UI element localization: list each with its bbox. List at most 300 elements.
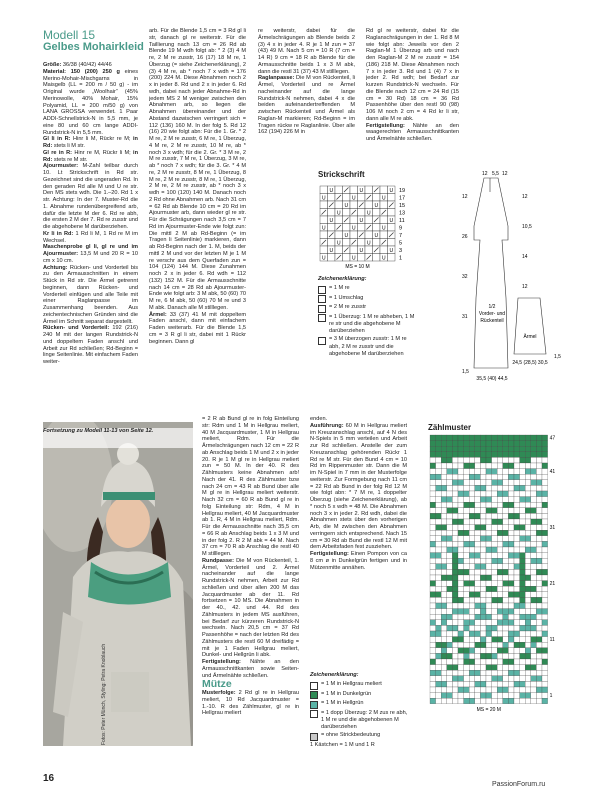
row-number: 1	[399, 255, 403, 262]
pattern-cell	[447, 609, 453, 615]
paragraph: Rücken- und Vorderteil: 192 (216) 240 M mit der langen Rundstrick-N und doppeltem Faden anschl und Arbeit zur Rd schließen; Rd-Beginn = linge Seitenlinie. Mit einfachem Faden weiter-	[43, 325, 138, 365]
pattern-cell	[486, 620, 492, 626]
pattern-cell	[514, 441, 520, 447]
pattern-cell	[464, 653, 470, 659]
pattern-cell	[430, 485, 436, 491]
pattern-cell	[447, 625, 453, 631]
pattern-cell	[458, 530, 464, 536]
pattern-cell	[497, 508, 503, 514]
pattern-cell	[441, 446, 447, 452]
pattern-cell	[497, 609, 503, 615]
chart-cell	[328, 209, 336, 217]
model-title: Gelbes Mohairkleid	[43, 41, 144, 53]
pattern-cell	[514, 603, 520, 609]
pattern-cell	[436, 676, 442, 682]
pattern-cell	[486, 508, 492, 514]
pattern-cell	[542, 653, 548, 659]
pattern-cell	[458, 508, 464, 514]
pattern-cell	[486, 631, 492, 637]
pattern-cell	[497, 446, 503, 452]
pattern-cell	[436, 609, 442, 615]
pattern-cell	[508, 508, 514, 514]
pattern-cell	[492, 597, 498, 603]
pattern-cell	[452, 698, 458, 704]
pattern-cell	[486, 687, 492, 693]
pattern-cell	[497, 597, 503, 603]
pattern-cell	[503, 541, 509, 547]
pattern-cell	[464, 603, 470, 609]
pattern-cell	[525, 502, 531, 508]
pattern-cell	[542, 665, 548, 671]
pattern-cell	[430, 569, 436, 575]
pattern-cell	[492, 620, 498, 626]
pattern-cell	[452, 625, 458, 631]
pattern-cell	[447, 497, 453, 503]
pattern-cell	[458, 597, 464, 603]
pattern-cell	[441, 469, 447, 475]
pattern-cell	[486, 530, 492, 536]
pattern-cell	[531, 575, 537, 581]
pattern-cell	[531, 457, 537, 463]
pattern-cell	[503, 592, 509, 598]
pattern-cell	[452, 637, 458, 643]
pattern-cell	[447, 586, 453, 592]
pattern-cell	[520, 525, 526, 531]
pattern-cell	[480, 693, 486, 699]
piece-label: 1/2	[488, 304, 496, 310]
pattern-cell	[492, 637, 498, 643]
pattern-cell	[475, 564, 481, 570]
pattern-cell	[503, 698, 509, 704]
chart-cell	[373, 254, 381, 262]
pattern-cell	[531, 637, 537, 643]
chart-cell	[343, 194, 351, 202]
pattern-cell	[531, 536, 537, 542]
pattern-cell	[464, 474, 470, 480]
pattern-cell	[497, 586, 503, 592]
pattern-cell	[480, 553, 486, 559]
pattern-cell	[436, 625, 442, 631]
pattern-cell	[503, 564, 509, 570]
pattern-cell	[441, 642, 447, 648]
legend-item: = 1 M in Dunkelgrün	[310, 691, 410, 700]
pattern-cell	[436, 491, 442, 497]
pattern-cell	[514, 642, 520, 648]
mutze-title: Mütze	[202, 678, 232, 691]
pattern-cell	[525, 681, 531, 687]
chart-cell	[380, 186, 388, 194]
pattern-cell	[480, 547, 486, 553]
instructions-col2b	[202, 416, 299, 746]
pattern-cell	[430, 592, 436, 598]
pattern-cell	[492, 541, 498, 547]
pattern-cell	[514, 687, 520, 693]
pattern-cell	[469, 614, 475, 620]
pattern-cell	[508, 553, 514, 559]
pattern-cell	[486, 536, 492, 542]
pattern-cell	[503, 603, 509, 609]
pattern-cell	[520, 597, 526, 603]
pattern-cell	[447, 536, 453, 542]
pattern-cell	[458, 575, 464, 581]
pattern-cell	[492, 536, 498, 542]
pattern-cell	[464, 547, 470, 553]
yarnover-mark: U	[329, 218, 334, 224]
pattern-cell	[452, 474, 458, 480]
pattern-cell	[525, 463, 531, 469]
pattern-cell	[486, 575, 492, 581]
pattern-cell	[497, 435, 503, 441]
pattern-cell	[520, 480, 526, 486]
pattern-cell	[508, 474, 514, 480]
pattern-cell	[486, 553, 492, 559]
pattern-cell	[475, 653, 481, 659]
pattern-cell	[475, 631, 481, 637]
chart-cell	[388, 254, 396, 262]
pattern-cell	[536, 480, 542, 486]
pattern-cell	[447, 687, 453, 693]
pattern-cell	[441, 620, 447, 626]
pattern-cell	[525, 452, 531, 458]
pattern-cell	[536, 446, 542, 452]
pattern-cell	[520, 592, 526, 598]
pattern-cell	[531, 569, 537, 575]
pattern-cell	[480, 530, 486, 536]
paragraph: Größe: 36/38 (40/42) 44/46	[43, 62, 112, 68]
pattern-cell	[458, 497, 464, 503]
pattern-cell	[497, 469, 503, 475]
pattern-cell	[525, 642, 531, 648]
pattern-cell	[503, 569, 509, 575]
pattern-cell	[436, 441, 442, 447]
pattern-cell	[452, 659, 458, 665]
pattern-cell	[452, 553, 458, 559]
pattern-cell	[508, 497, 514, 503]
pattern-cell	[542, 452, 548, 458]
pattern-cell	[436, 642, 442, 648]
pattern-cell	[436, 558, 442, 564]
pattern-cell	[458, 592, 464, 598]
pattern-cell	[469, 564, 475, 570]
pattern-cell	[441, 687, 447, 693]
pattern-cell	[531, 586, 537, 592]
pattern-cell	[536, 676, 542, 682]
paragraph: Fertigstellung: Nähte an den Armausschnittkanten sowie Seiten- und Ärmelnähte schließen.	[202, 659, 299, 679]
pattern-cell	[458, 581, 464, 587]
pattern-cell	[452, 463, 458, 469]
pattern-cell	[452, 581, 458, 587]
pattern-cell	[531, 670, 537, 676]
pattern-cell	[441, 575, 447, 581]
pattern-cell	[531, 581, 537, 587]
pattern-cell	[447, 569, 453, 575]
pattern-cell	[469, 581, 475, 587]
pattern-cell	[441, 553, 447, 559]
pattern-cell	[452, 575, 458, 581]
pattern-cell	[508, 491, 514, 497]
pattern-cell	[480, 637, 486, 643]
measure-label: 10,5	[522, 224, 532, 230]
pattern-cell	[503, 693, 509, 699]
pattern-cell	[520, 469, 526, 475]
pattern-cell	[520, 631, 526, 637]
pattern-cell	[447, 547, 453, 553]
sleeve-outline	[514, 298, 546, 354]
pattern-cell	[497, 631, 503, 637]
pattern-cell	[492, 609, 498, 615]
pattern-cell	[492, 558, 498, 564]
pattern-cell	[514, 463, 520, 469]
pattern-cell	[469, 530, 475, 536]
pattern-cell	[492, 525, 498, 531]
pattern-cell	[469, 659, 475, 665]
pattern-cell	[469, 603, 475, 609]
pattern-cell	[464, 491, 470, 497]
pattern-cell	[520, 558, 526, 564]
pattern-cell	[458, 491, 464, 497]
pattern-cell	[430, 558, 436, 564]
pattern-cell	[497, 536, 503, 542]
pattern-cell	[525, 446, 531, 452]
chart-cell	[388, 224, 396, 232]
pattern-cell	[542, 581, 548, 587]
pattern-cell	[480, 446, 486, 452]
pattern-cell	[469, 553, 475, 559]
pattern-cell	[480, 564, 486, 570]
pattern-cell	[464, 463, 470, 469]
pattern-cell	[436, 457, 442, 463]
pattern-cell	[536, 491, 542, 497]
pattern-cell	[441, 452, 447, 458]
pattern-cell	[436, 575, 442, 581]
pattern-cell	[486, 698, 492, 704]
pattern-cell	[497, 614, 503, 620]
pattern-cell	[480, 569, 486, 575]
instructions-col3b	[310, 416, 407, 676]
yarnover-mark: U	[344, 203, 349, 209]
pattern-cell	[531, 491, 537, 497]
pattern-cell	[458, 513, 464, 519]
yarnover-mark: U	[389, 248, 394, 254]
pattern-cell	[464, 452, 470, 458]
chart-cell	[328, 254, 336, 262]
measure-label: 12	[462, 194, 468, 200]
pattern-cell	[486, 693, 492, 699]
pattern-cell	[492, 586, 498, 592]
pattern-cell	[480, 536, 486, 542]
pattern-cell	[492, 603, 498, 609]
chart-cell	[335, 246, 343, 254]
pattern-cell	[436, 474, 442, 480]
legend-item: = ohne Strickbedeutung	[310, 732, 410, 741]
pattern-cell	[458, 631, 464, 637]
pattern-cell	[441, 681, 447, 687]
pattern-cell	[531, 469, 537, 475]
color-light-grey-icon	[310, 682, 318, 690]
pattern-cell	[480, 502, 486, 508]
pattern-cell	[452, 452, 458, 458]
pattern-cell	[492, 676, 498, 682]
pattern-cell	[508, 592, 514, 598]
pattern-cell	[503, 502, 509, 508]
pattern-cell	[497, 569, 503, 575]
pattern-cell	[520, 569, 526, 575]
pattern-cell	[492, 480, 498, 486]
pattern-cell	[508, 687, 514, 693]
pattern-cell	[480, 525, 486, 531]
pattern-cell	[436, 541, 442, 547]
schnitt-diagram	[462, 168, 562, 403]
pattern-cell	[458, 693, 464, 699]
pattern-cell	[452, 502, 458, 508]
pattern-cell	[436, 519, 442, 525]
pattern-cell	[486, 642, 492, 648]
pattern-cell	[430, 676, 436, 682]
pattern-cell	[458, 519, 464, 525]
yarnover-mark: U	[321, 195, 326, 202]
pattern-cell	[475, 441, 481, 447]
pattern-cell	[480, 452, 486, 458]
pattern-cell	[430, 564, 436, 570]
pattern-cell	[441, 502, 447, 508]
pattern-cell	[497, 547, 503, 553]
pattern-cell	[508, 693, 514, 699]
pattern-cell	[480, 681, 486, 687]
pattern-cell	[475, 620, 481, 626]
pattern-cell	[525, 485, 531, 491]
pattern-cell	[475, 693, 481, 699]
pattern-cell	[480, 670, 486, 676]
paragraph: Musterfolge: 2 Rd gl re in Hellgrau meliert, 10 Rd Jacquardmuster = 1.-10. R des Zählmuster, gl re in Hellgrau meliert	[202, 690, 299, 717]
pattern-cell	[452, 631, 458, 637]
pattern-cell	[475, 698, 481, 704]
pattern-cell	[469, 519, 475, 525]
pattern-cell	[486, 625, 492, 631]
pattern-cell	[536, 502, 542, 508]
yarnover-mark: U	[389, 188, 394, 194]
pattern-cell	[464, 502, 470, 508]
pattern-cell	[531, 452, 537, 458]
pattern-cell	[480, 480, 486, 486]
legend-item: = 1 M in Hellgrau meliert	[310, 681, 410, 690]
pattern-cell	[441, 614, 447, 620]
pattern-cell	[458, 648, 464, 654]
pattern-cell	[525, 536, 531, 542]
pattern-cell	[430, 502, 436, 508]
pattern-cell	[486, 609, 492, 615]
measure-label: 12	[522, 194, 528, 200]
pattern-cell	[514, 525, 520, 531]
pattern-cell	[508, 603, 514, 609]
pattern-cell	[497, 648, 503, 654]
pattern-cell	[480, 469, 486, 475]
pattern-cell	[486, 452, 492, 458]
pattern-cell	[469, 609, 475, 615]
pattern-cell	[430, 469, 436, 475]
pattern-cell	[536, 547, 542, 553]
pattern-cell	[531, 519, 537, 525]
pattern-cell	[531, 609, 537, 615]
pattern-cell	[536, 463, 542, 469]
pattern-cell	[475, 676, 481, 682]
pattern-cell	[531, 497, 537, 503]
pattern-cell	[464, 625, 470, 631]
pattern-cell	[436, 513, 442, 519]
body-outline	[474, 178, 508, 368]
chart-cell	[350, 231, 358, 239]
pattern-cell	[464, 586, 470, 592]
pattern-cell	[436, 485, 442, 491]
pattern-cell	[464, 485, 470, 491]
pattern-cell	[452, 586, 458, 592]
pattern-cell	[447, 665, 453, 671]
pattern-cell	[480, 491, 486, 497]
paragraph: Rundpasse: Die M von Rückenteil, 1. Ärmel, Vorderteil und 2. Ärmel nacheinander auf die lange Rundstrick-N nehmen, Arbeit zur Rd schließen und über allen 200 M das Jacquardmuster ab der 11. Rd fortsetzen = 10 MS. Die Abnahmen in der 40., 42. und 44. Rd des Zählmusters in jedem MS ausführen, bei Bedarf zur kürzeren Rundstrick-N wechseln. Nach 20,5 cm = 37 Rd Passenhöhe = nach der letzten Rd des Zählmusters die restl 60 M dreifädig = mit je 1 Faden Hellgrau meliert, Dunkel- und Hellgrün li abk.	[202, 557, 299, 659]
pattern-cell	[486, 569, 492, 575]
pattern-cell	[508, 620, 514, 626]
pattern-cell	[497, 698, 503, 704]
pattern-cell	[469, 480, 475, 486]
pattern-cell	[436, 469, 442, 475]
pattern-cell	[441, 480, 447, 486]
pattern-cell	[447, 676, 453, 682]
pattern-cell	[492, 648, 498, 654]
pattern-cell	[536, 474, 542, 480]
piece-label: Rückenteil	[480, 318, 504, 324]
width-label: 35,5 (40) 44,5	[476, 376, 508, 382]
pattern-cell	[480, 698, 486, 704]
pattern-cell	[430, 519, 436, 525]
pattern-cell	[447, 502, 453, 508]
pattern-cell	[536, 681, 542, 687]
pattern-cell	[447, 592, 453, 598]
pattern-cell	[469, 525, 475, 531]
pattern-cell	[458, 502, 464, 508]
pattern-cell	[514, 558, 520, 564]
pattern-cell	[464, 497, 470, 503]
pattern-cell	[441, 698, 447, 704]
row-number: 7	[399, 233, 403, 239]
pattern-cell	[452, 480, 458, 486]
pattern-cell	[492, 463, 498, 469]
pattern-cell	[520, 491, 526, 497]
pattern-cell	[452, 564, 458, 570]
pattern-cell	[503, 648, 509, 654]
pattern-cell	[520, 653, 526, 659]
pattern-cell	[464, 435, 470, 441]
pattern-cell	[441, 609, 447, 615]
pattern-cell	[452, 648, 458, 654]
pattern-cell	[520, 530, 526, 536]
pattern-cell	[486, 681, 492, 687]
pattern-cell	[492, 659, 498, 665]
pattern-cell	[492, 581, 498, 587]
pattern-cell	[492, 614, 498, 620]
pattern-cell	[525, 497, 531, 503]
pattern-cell	[458, 625, 464, 631]
pattern-cell	[497, 592, 503, 598]
pattern-cell	[536, 441, 542, 447]
pattern-cell	[497, 603, 503, 609]
pattern-cell	[436, 564, 442, 570]
pattern-cell	[486, 586, 492, 592]
pattern-cell	[458, 457, 464, 463]
pattern-cell	[503, 620, 509, 626]
legend-item: = 1 Überzug: 1 M re abheben, 1 M re str und die abgehobene M darüberziehen	[318, 314, 418, 336]
row-number: 11	[549, 637, 555, 644]
pattern-cell	[486, 497, 492, 503]
pattern-cell	[525, 435, 531, 441]
